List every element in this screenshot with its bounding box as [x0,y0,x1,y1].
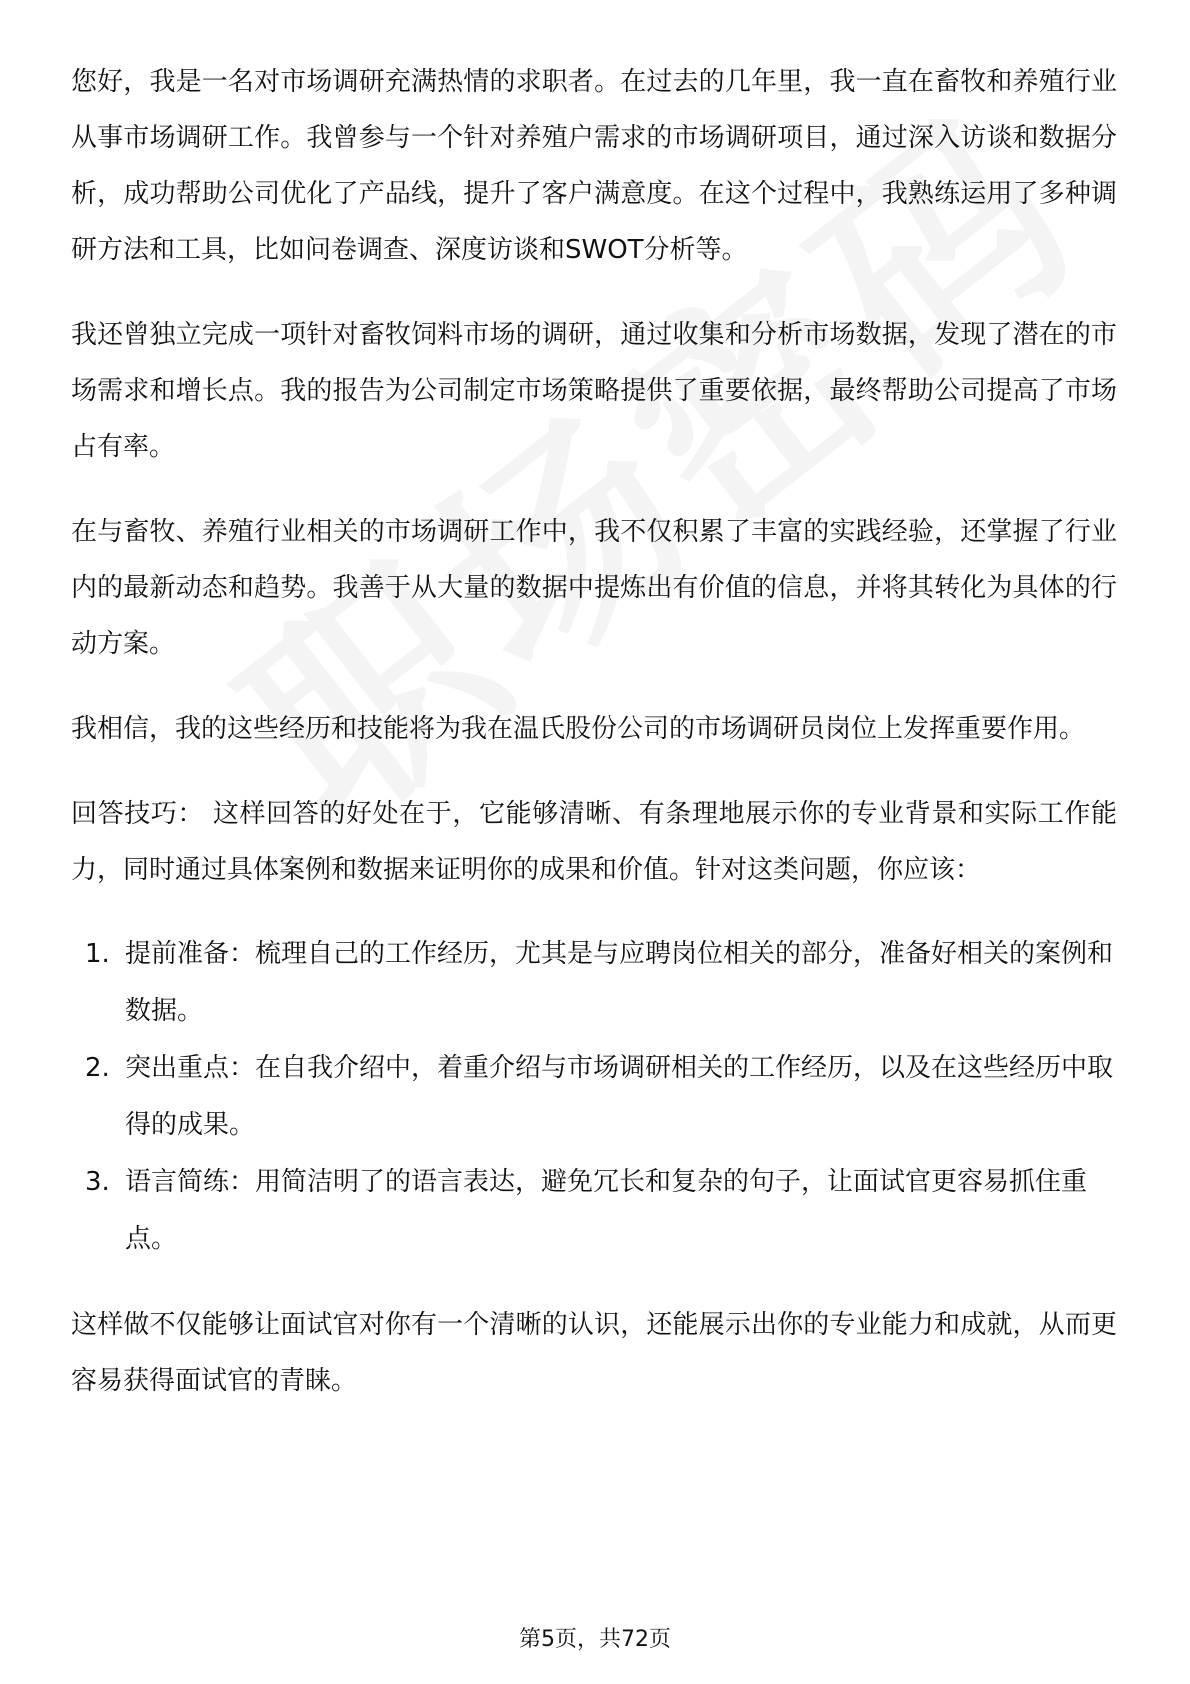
paragraph-feed-research: 我还曾独立完成一项针对畜牧饲料市场的调研，通过收集和分析市场数据，发现了潜在的市场需求和增长点。我的报告为公司制定市场策略提供了重要依据，最终帮助公司提高了市场占有率。 [71,320,1117,462]
page-number: 第5页，共72页 [519,1627,671,1652]
list-text: 语言简练：用简洁明了的语言表达，避免冗长和复杂的句子，让面试官更容易抓住重点。 [125,1167,1088,1254]
list-item [71,926,1117,1040]
paragraph-experience: 在与畜牧、养殖行业相关的市场调研工作中，我不仅积累了丰富的实践经验，还掌握了行业内的最新动态和趋势。我善于从大量的数据中提炼出有价值的信息，并将其转化为具体的行动方案。 [71,517,1117,659]
list-number: 3. [85,1167,110,1197]
tips-list [71,926,1117,1268]
list-item [71,1154,1117,1268]
list-number: 1. [85,939,110,969]
paragraph-intro: 您好，我是一名对市场调研充满热情的求职者。在过去的几年里，我一直在畜牧和养殖行业从事市场调研工作。我曾参与一个针对养殖户需求的市场调研项目，通过深入访谈和数据分析，成功帮助公司优化了产品线，提升了客户满意度。在这个过程中，我熟练运用了多种调研方法和工具，比如问卷调查、深度访谈和SWOT分析等。 [71,67,1117,265]
list-text: 提前准备：梳理自己的工作经历，尤其是与应聘岗位相关的部分，准备好相关的案例和数据。 [125,939,1114,1026]
list-number: 2. [85,1053,110,1083]
answer-tips: 回答技巧： 这样回答的好处在于，它能够清晰、有条理地展示你的专业背景和实际工作能力，同时通过具体案例和数据来证明你的成果和价值。针对这类问题，你应该： [71,799,1117,885]
closing-paragraph: 这样做不仅能够让面试官对你有一个清晰的认识，还能展示出你的专业能力和成就，从而更容易获得面试官的青睐。 [71,1310,1117,1396]
list-text: 突出重点：在自我介绍中，着重介绍与市场调研相关的工作经历，以及在这些经历中取得的成果。 [125,1053,1114,1140]
document-body [71,54,1117,1409]
list-item [71,1040,1117,1154]
paragraph-belief: 我相信，我的这些经历和技能将为我在温氏股份公司的市场调研员岗位上发挥重要作用。 [71,714,1086,744]
